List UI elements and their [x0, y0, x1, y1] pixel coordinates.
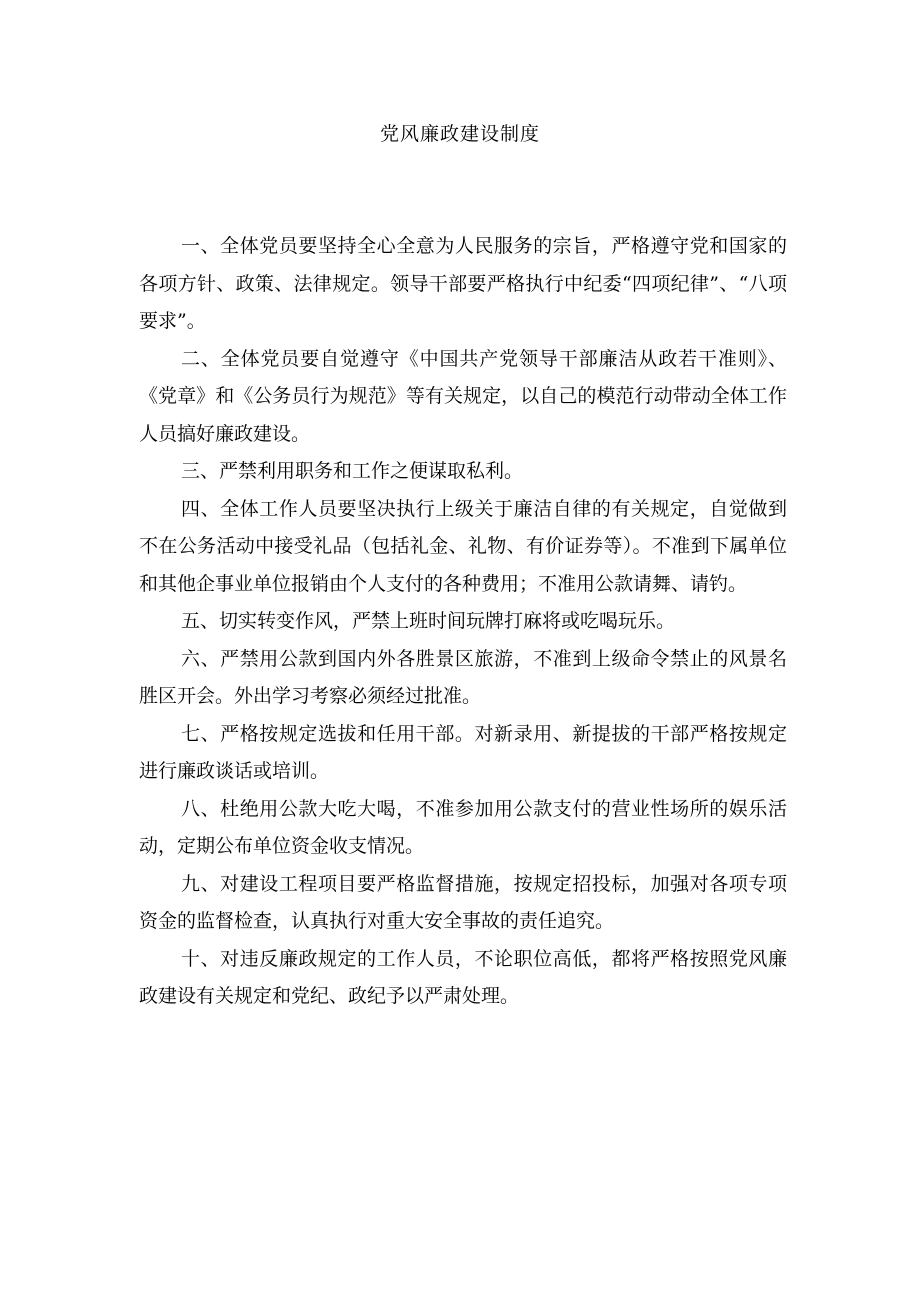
regulation-item-2: 二、全体党员要自觉遵守《中国共产党领导干部廉洁从政若干准则》、《党章》和《公务员行为规范》等有关规定，以自己的模范行动带动全体工作人员搞好廉政建设。 — [139, 347, 787, 445]
regulation-item-1: 一、全体党员要坚持全心全意为人民服务的宗旨，严格遵守党和国家的各项方针、政策、法律规定。领导干部要严格执行中纪委“四项纪律”、“八项要求”。 — [139, 235, 787, 332]
regulation-item-10: 十、对违反廉政规定的工作人员，不论职位高低，都将严格按照党风廉政建设有关规定和党纪、政纪予以严肃处理。 — [139, 947, 787, 1007]
document-title: 党风廉政建设制度 — [379, 123, 540, 145]
regulation-item-3: 三、严禁利用职务和工作之便谋取私利。 — [181, 460, 524, 482]
regulation-item-6: 六、严禁用公款到国内外各胜景区旅游，不准到上级命令禁止的风景名胜区开会。外出学习考察必须经过批准。 — [139, 647, 787, 707]
regulation-item-9: 九、对建设工程项目要严格监督措施，按规定招投标，加强对各项专项资金的监督检查，认真执行对重大安全事故的责任追究。 — [139, 872, 787, 932]
regulation-item-7: 七、严格按规定选拔和任用干部。对新录用、新提拔的干部严格按规定进行廉政谈话或培训。 — [139, 722, 787, 782]
regulation-item-4: 四、全体工作人员要坚决执行上级关于廉洁自律的有关规定，自觉做到不在公务活动中接受礼品（包括礼金、礼物、有价证券等）。不准到下属单位和其他企事业单位报销由个人支付的各种费用；不准用公款请舞、请钓。 — [139, 497, 787, 595]
regulation-item-5: 五、切实转变作风，严禁上班时间玩牌打麻将或吃喝玩乐。 — [181, 610, 676, 632]
document-body — [139, 228, 787, 1016]
regulation-item-8: 八、杜绝用公款大吃大喝，不准参加用公款支付的营业性场所的娱乐活动，定期公布单位资金收支情况。 — [139, 797, 787, 857]
